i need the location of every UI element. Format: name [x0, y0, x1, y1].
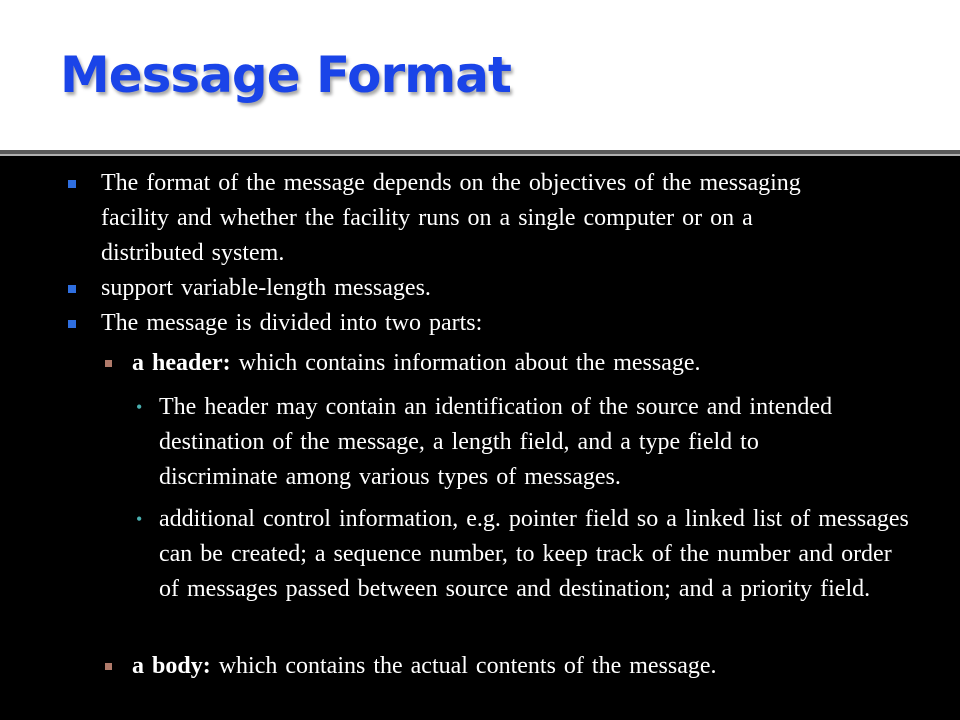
- dot-bullet-icon: •: [136, 509, 143, 529]
- title-divider-highlight: [0, 154, 960, 156]
- title-band: [0, 0, 960, 150]
- bullet-text: support variable-length messages.: [101, 275, 431, 301]
- sub-bullet-icon: [105, 663, 112, 670]
- body-part-item: [132, 649, 852, 684]
- bullet-text: The message is divided into two parts:: [101, 310, 483, 336]
- bullet-text: The format of the message depends on the objectives of the messaging facility and whether the facility runs on a single computer or on a distributed system.: [101, 170, 801, 266]
- square-bullet-icon: [68, 180, 76, 188]
- body-description: which contains the actual contents of the message.: [210, 653, 717, 679]
- header-description: which contains information about the message.: [230, 350, 701, 376]
- slide-title: Message Format: [60, 46, 511, 104]
- body-term: a body:: [132, 653, 211, 679]
- square-bullet-icon: [68, 285, 76, 293]
- header-subpoint: additional control information, e.g. pointer field so a linked list of messages can be created; a sequence number, to keep track of the number and order of messages passed between source and destination; and a priority field.: [159, 506, 909, 602]
- header-subpoint: The header may contain an identification of the source and intended destination of the message, a length field, and a type field to discriminate among various types of messages.: [159, 394, 833, 490]
- header-term: a header:: [132, 350, 231, 376]
- dot-bullet-icon: •: [136, 397, 143, 417]
- sub-bullet-icon: [105, 360, 112, 367]
- square-bullet-icon: [68, 320, 76, 328]
- header-part-item: [132, 346, 852, 381]
